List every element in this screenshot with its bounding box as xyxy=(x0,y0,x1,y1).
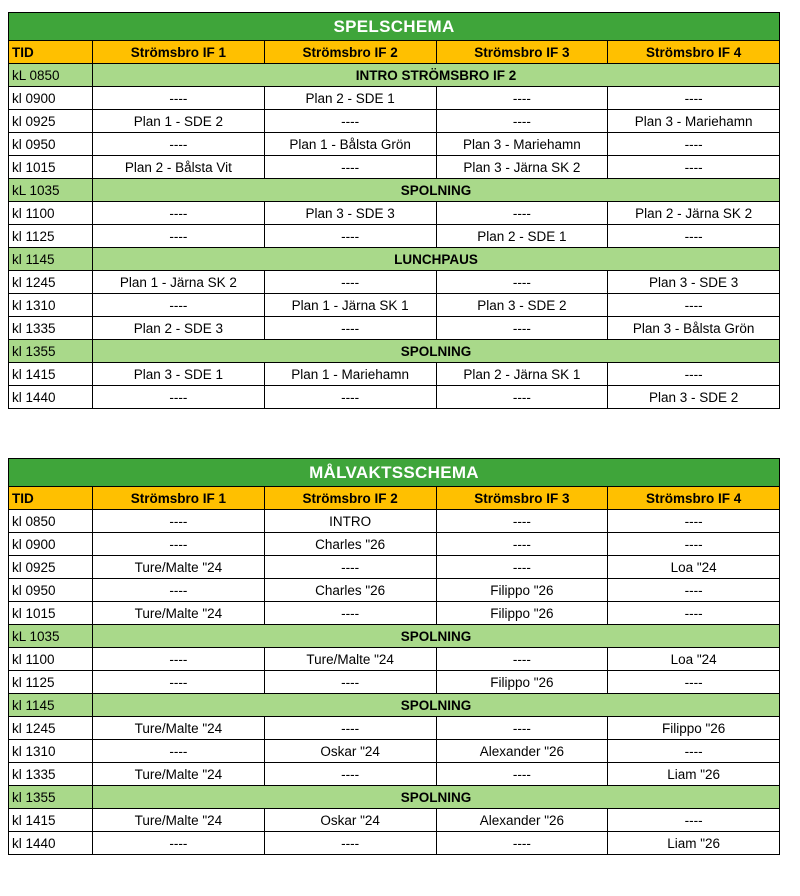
schedule-cell: Loa "24 xyxy=(608,648,780,671)
schedule-cell: ---- xyxy=(436,386,608,409)
schedule-cell: ---- xyxy=(436,271,608,294)
schedule-cell: ---- xyxy=(608,225,780,248)
schedule-cell: ---- xyxy=(436,832,608,855)
table-row xyxy=(9,556,780,579)
table-row xyxy=(9,717,780,740)
event-row xyxy=(9,64,780,87)
header-team: Strömsbro IF 2 xyxy=(264,487,436,510)
event-row xyxy=(9,625,780,648)
schedule-cell: ---- xyxy=(436,556,608,579)
time-cell: kl 1100 xyxy=(9,648,93,671)
time-cell: kl 1245 xyxy=(9,271,93,294)
schedule-cell: Oskar "24 xyxy=(264,740,436,763)
spelschema-table xyxy=(8,12,780,409)
time-cell: kl 1440 xyxy=(9,832,93,855)
schedule-cell: ---- xyxy=(436,110,608,133)
table-row xyxy=(9,510,780,533)
schedule-cell: Ture/Malte "24 xyxy=(93,602,265,625)
table-row xyxy=(9,202,780,225)
table-row xyxy=(9,648,780,671)
schedule-cell: ---- xyxy=(436,763,608,786)
table-title-row xyxy=(9,13,780,41)
schedule-cell: Filippo "26 xyxy=(436,579,608,602)
header-team: Strömsbro IF 4 xyxy=(608,41,780,64)
schedule-cell: ---- xyxy=(93,386,265,409)
schedule-cell: ---- xyxy=(93,294,265,317)
schedule-cell: ---- xyxy=(264,832,436,855)
schedule-cell: ---- xyxy=(608,579,780,602)
table-row xyxy=(9,133,780,156)
table-row xyxy=(9,294,780,317)
schedule-cell: Plan 3 - Järna SK 2 xyxy=(436,156,608,179)
time-cell: kl 1415 xyxy=(9,809,93,832)
table-row xyxy=(9,832,780,855)
schedule-cell: ---- xyxy=(436,510,608,533)
schedule-cell: Liam "26 xyxy=(608,763,780,786)
event-label: SPOLNING xyxy=(93,625,780,648)
schedule-cell: ---- xyxy=(436,717,608,740)
time-cell: kL 1035 xyxy=(9,625,93,648)
table-row xyxy=(9,602,780,625)
table-row xyxy=(9,671,780,694)
schedule-cell: ---- xyxy=(436,317,608,340)
time-cell: kl 1100 xyxy=(9,202,93,225)
schedule-cell: ---- xyxy=(264,671,436,694)
schedule-cell: ---- xyxy=(93,510,265,533)
event-label: SPOLNING xyxy=(93,786,780,809)
schedule-cell: Plan 3 - Mariehamn xyxy=(608,110,780,133)
event-row xyxy=(9,248,780,271)
header-time: TID xyxy=(9,487,93,510)
schedule-cell: Ture/Malte "24 xyxy=(264,648,436,671)
schedule-cell: Plan 3 - SDE 3 xyxy=(264,202,436,225)
schedule-cell: Plan 3 - SDE 2 xyxy=(608,386,780,409)
table-row xyxy=(9,809,780,832)
time-cell: kl 1015 xyxy=(9,602,93,625)
schedule-cell: Loa "24 xyxy=(608,556,780,579)
event-label: SPOLNING xyxy=(93,179,780,202)
time-cell: kl 1245 xyxy=(9,717,93,740)
schedule-cell: Plan 1 - Mariehamn xyxy=(264,363,436,386)
header-row xyxy=(9,487,780,510)
time-cell: kl 0950 xyxy=(9,133,93,156)
time-cell: kl 1415 xyxy=(9,363,93,386)
time-cell: kL 1035 xyxy=(9,179,93,202)
header-team: Strömsbro IF 3 xyxy=(436,487,608,510)
schedule-cell: Filippo "26 xyxy=(436,602,608,625)
schedule-cell: ---- xyxy=(436,202,608,225)
schedule-cell: ---- xyxy=(93,740,265,763)
header-team: Strömsbro IF 1 xyxy=(93,41,265,64)
schedule-cell: Plan 3 - Mariehamn xyxy=(436,133,608,156)
header-team: Strömsbro IF 2 xyxy=(264,41,436,64)
time-cell: kl 0925 xyxy=(9,110,93,133)
schedule-cell: Plan 1 - Järna SK 1 xyxy=(264,294,436,317)
event-row xyxy=(9,340,780,363)
schedule-cell: Oskar "24 xyxy=(264,809,436,832)
malvaktsschema-table xyxy=(8,458,780,855)
schedule-cell: ---- xyxy=(608,294,780,317)
schedule-cell: Plan 2 - Bålsta Vit xyxy=(93,156,265,179)
event-label: SPOLNING xyxy=(93,340,780,363)
table-title-row xyxy=(9,459,780,487)
time-cell: kl 1145 xyxy=(9,248,93,271)
schedule-cell: ---- xyxy=(264,271,436,294)
schedule-cell: Plan 3 - Bålsta Grön xyxy=(608,317,780,340)
schedule-cell: Charles "26 xyxy=(264,533,436,556)
table-row xyxy=(9,110,780,133)
table-title: MÅLVAKTSSCHEMA xyxy=(9,459,780,487)
schedule-cell: ---- xyxy=(93,648,265,671)
schedule-cell: Plan 3 - SDE 2 xyxy=(436,294,608,317)
table-row xyxy=(9,740,780,763)
schedule-cell: ---- xyxy=(264,225,436,248)
header-team: Strömsbro IF 4 xyxy=(608,487,780,510)
table-row xyxy=(9,317,780,340)
time-cell: kl 1125 xyxy=(9,671,93,694)
schedule-cell: ---- xyxy=(264,717,436,740)
time-cell: kl 1335 xyxy=(9,763,93,786)
schedule-cell: ---- xyxy=(264,556,436,579)
schedule-cell: ---- xyxy=(608,156,780,179)
schedule-cell: Liam "26 xyxy=(608,832,780,855)
event-label: SPOLNING xyxy=(93,694,780,717)
schedule-cell: ---- xyxy=(436,648,608,671)
time-cell: kl 1355 xyxy=(9,786,93,809)
schedule-cell: Plan 3 - SDE 3 xyxy=(608,271,780,294)
header-team: Strömsbro IF 3 xyxy=(436,41,608,64)
schedule-cell: Alexander "26 xyxy=(436,809,608,832)
schedule-cell: Plan 2 - Järna SK 1 xyxy=(436,363,608,386)
schedule-cell: ---- xyxy=(264,110,436,133)
schedule-cell: ---- xyxy=(264,763,436,786)
table-row xyxy=(9,87,780,110)
schedule-cell: INTRO xyxy=(264,510,436,533)
schedule-cell: Ture/Malte "24 xyxy=(93,556,265,579)
time-cell: kL 0850 xyxy=(9,64,93,87)
table-title: SPELSCHEMA xyxy=(9,13,780,41)
schedule-cell: ---- xyxy=(93,579,265,602)
time-cell: kl 0900 xyxy=(9,533,93,556)
time-cell: kl 0925 xyxy=(9,556,93,579)
schedule-cell: ---- xyxy=(608,363,780,386)
time-cell: kl 0900 xyxy=(9,87,93,110)
time-cell: kl 1440 xyxy=(9,386,93,409)
schedule-cell: ---- xyxy=(264,602,436,625)
schedule-cell: ---- xyxy=(608,671,780,694)
table-row xyxy=(9,579,780,602)
table-row xyxy=(9,763,780,786)
time-cell: kl 0950 xyxy=(9,579,93,602)
table-row xyxy=(9,271,780,294)
schedule-cell: ---- xyxy=(608,510,780,533)
table-row xyxy=(9,156,780,179)
schedule-cell: ---- xyxy=(93,202,265,225)
table-row xyxy=(9,386,780,409)
schedule-cell: Ture/Malte "24 xyxy=(93,763,265,786)
time-cell: kl 0850 xyxy=(9,510,93,533)
event-row xyxy=(9,786,780,809)
schedule-cell: Ture/Malte "24 xyxy=(93,717,265,740)
schedule-cell: ---- xyxy=(608,133,780,156)
time-cell: kl 1015 xyxy=(9,156,93,179)
schedule-cell: ---- xyxy=(264,386,436,409)
event-label: INTRO STRÖMSBRO IF 2 xyxy=(93,64,780,87)
schedule-cell: ---- xyxy=(93,225,265,248)
schedule-cell: ---- xyxy=(93,671,265,694)
schedule-cell: ---- xyxy=(436,533,608,556)
time-cell: kl 1310 xyxy=(9,294,93,317)
schedule-cell: Alexander "26 xyxy=(436,740,608,763)
schedule-cell: Plan 3 - SDE 1 xyxy=(93,363,265,386)
schedule-cell: Plan 1 - Järna SK 2 xyxy=(93,271,265,294)
time-cell: kl 1310 xyxy=(9,740,93,763)
schedule-cell: ---- xyxy=(608,87,780,110)
schedule-cell: ---- xyxy=(93,87,265,110)
header-team: Strömsbro IF 1 xyxy=(93,487,265,510)
table-row xyxy=(9,363,780,386)
time-cell: kl 1125 xyxy=(9,225,93,248)
schedule-cell: ---- xyxy=(608,809,780,832)
event-label: LUNCHPAUS xyxy=(93,248,780,271)
schedule-cell: ---- xyxy=(436,87,608,110)
schedule-cell: ---- xyxy=(608,533,780,556)
schedule-cell: Filippo "26 xyxy=(436,671,608,694)
schedule-cell: ---- xyxy=(264,156,436,179)
schedule-cell: ---- xyxy=(93,533,265,556)
schedule-cell: ---- xyxy=(93,133,265,156)
time-cell: kl 1335 xyxy=(9,317,93,340)
schedule-cell: ---- xyxy=(93,832,265,855)
table-row xyxy=(9,533,780,556)
header-time: TID xyxy=(9,41,93,64)
table-row xyxy=(9,225,780,248)
schedule-cell: Plan 2 - SDE 3 xyxy=(93,317,265,340)
event-row xyxy=(9,694,780,717)
schedule-cell: Plan 2 - SDE 1 xyxy=(436,225,608,248)
schedule-cell: ---- xyxy=(608,602,780,625)
schedule-cell: Plan 1 - SDE 2 xyxy=(93,110,265,133)
schedule-cell: ---- xyxy=(608,740,780,763)
header-row xyxy=(9,41,780,64)
time-cell: kl 1145 xyxy=(9,694,93,717)
schedule-cell: Plan 2 - SDE 1 xyxy=(264,87,436,110)
event-row xyxy=(9,179,780,202)
schedule-cell: Filippo "26 xyxy=(608,717,780,740)
schedule-cell: Ture/Malte "24 xyxy=(93,809,265,832)
time-cell: kl 1355 xyxy=(9,340,93,363)
schedule-cell: Plan 2 - Järna SK 2 xyxy=(608,202,780,225)
schedule-cell: ---- xyxy=(264,317,436,340)
schedule-cell: Charles "26 xyxy=(264,579,436,602)
schedule-cell: Plan 1 - Bålsta Grön xyxy=(264,133,436,156)
